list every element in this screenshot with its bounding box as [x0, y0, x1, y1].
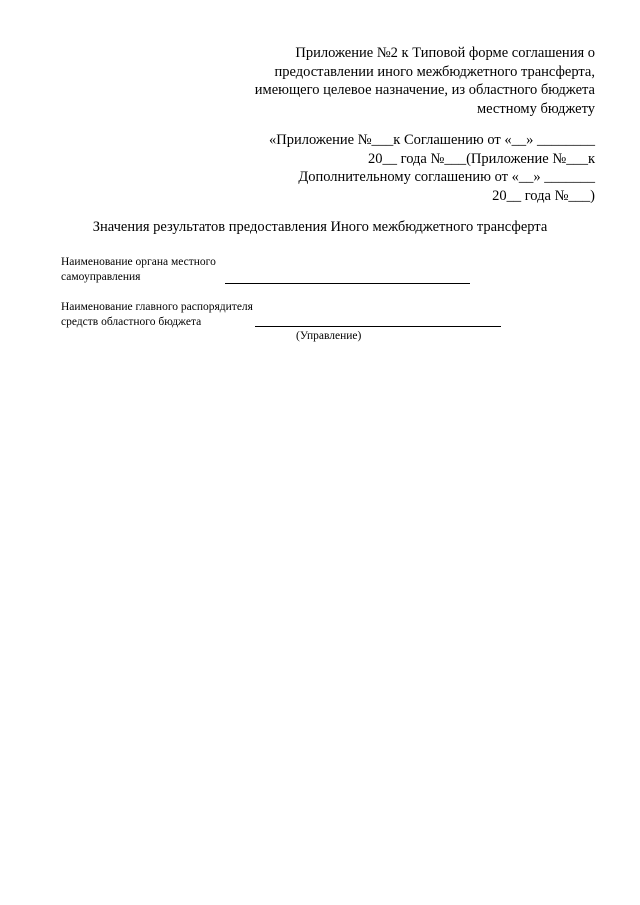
budget-manager-caption: (Управление)	[296, 330, 362, 342]
budget-manager-blank-line	[255, 326, 501, 327]
local-authority-label-2: самоуправления	[61, 271, 141, 283]
reference-line-2: 20__ года №___(Приложение №___к	[368, 150, 595, 167]
reference-line-1: «Приложение №___к Соглашению от «__» ________	[269, 132, 595, 148]
annex-line-2: предоставлении иного межбюджетного трансферта,	[274, 63, 595, 80]
reference-line-3: Дополнительному соглашению от «__» _______	[298, 169, 595, 185]
local-authority-label-1: Наименование органа местного	[61, 256, 216, 268]
document-title: Значения результатов предоставления Иного межбюджетного трансферта	[92, 219, 548, 235]
budget-manager-label-2: средств областного бюджета	[61, 316, 202, 328]
local-authority-blank-line	[225, 283, 470, 284]
reference-line-4: 20__ года №___)	[492, 187, 595, 204]
annex-line-4: местному бюджету	[476, 100, 595, 117]
annex-header	[195, 44, 595, 118]
annex-line-1: Приложение №2 к Типовой форме соглашения о	[295, 45, 595, 61]
budget-manager-label-1: Наименование главного распорядителя	[61, 301, 253, 313]
agreement-reference	[175, 131, 595, 205]
annex-line-3: имеющего целевое назначение, из областного бюджета	[254, 82, 595, 98]
